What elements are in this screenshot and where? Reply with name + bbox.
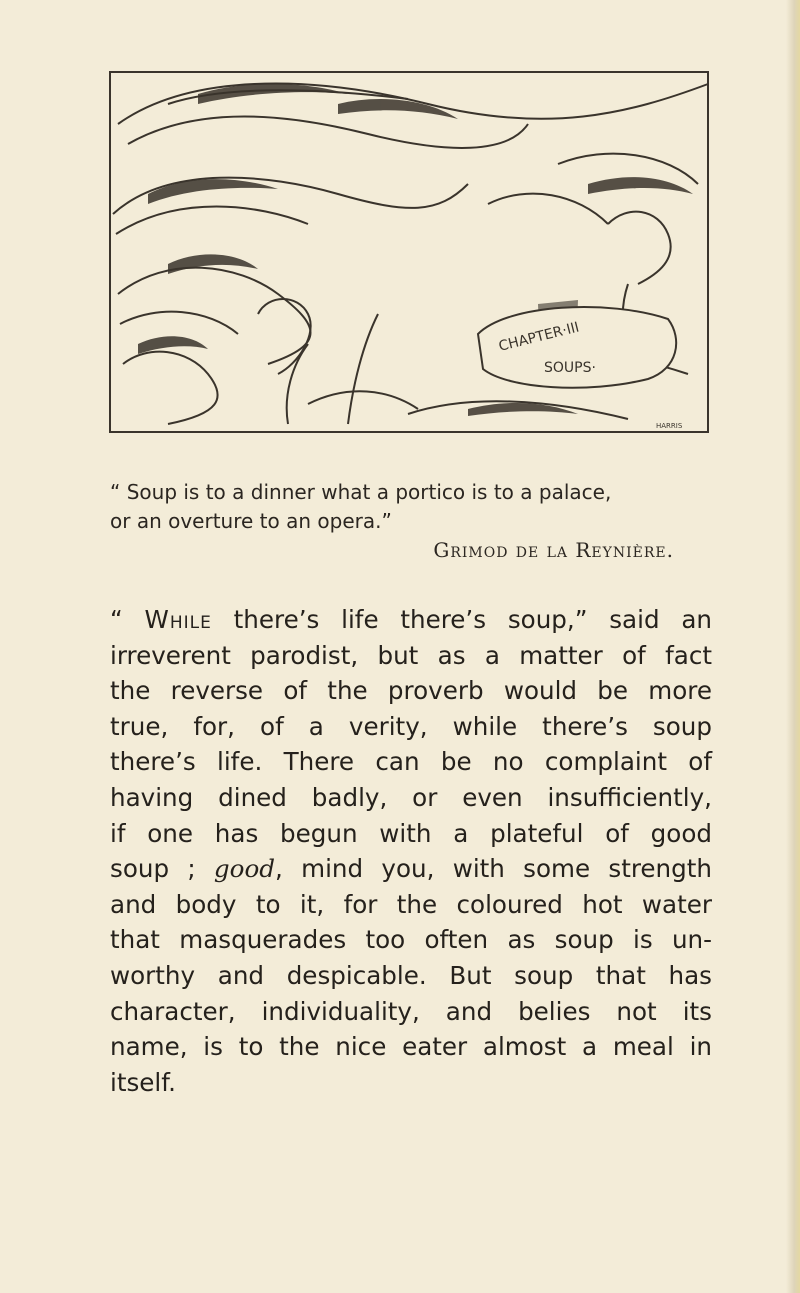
chapter-header-illustration [108,64,712,436]
body-line-9: and body to it, for the coloured hot water [110,889,712,919]
epigraph-line-1: “ Soup is to a dinner what a portico is to a palace, [110,480,612,504]
body-line-14: itself. [110,1067,176,1097]
body-line-6: having dined badly, or even insufficiently, [110,782,712,812]
body-line-3: the reverse of the proverb would be more [110,676,712,706]
chapter-caption-line2: SOUPS· [544,360,596,376]
emphasis-good: good [213,854,276,884]
epigraph [110,478,680,565]
epigraph-line-2: or an overture to an opera.” [110,509,392,533]
body-line-1-rest: there’s life there’s soup,” said an [211,605,712,634]
page-edge-shadow [786,0,800,1293]
body-line-8-a: soup ; [110,854,214,884]
body-line-8 [110,851,712,887]
body-line-7: if one has begun with a plateful of good [110,818,712,848]
body-line-1 [110,602,712,638]
body-line-5: there’s life. There can be no complaint of [110,747,712,777]
illustrator-signature: HARRIS [656,422,683,430]
opening-word: While [144,605,212,634]
body-line-8-b: , mind you, with some strength [275,854,712,884]
body-line-2: irreverent parodist, but as a matter of fact [110,640,712,670]
body-line-13: name, is to the nice eater almost a meal in [110,1032,712,1062]
body-line-4: true, for, of a verity, while there’s soup [110,711,712,741]
body-line-10: that masquerades too often as soup is un- [110,925,712,955]
opening-quote: “ [110,605,145,634]
body-paragraph [110,602,712,1100]
body-line-12: character, individuality, and belies not its [110,996,712,1026]
body-line-11: worthy and despicable. But soup that has [110,960,712,990]
chapter-caption-line1: CHAPTER·III [497,319,581,355]
illustration-drawing [108,64,712,436]
epigraph-attribution: Grimod de la Reynière. [433,538,674,562]
